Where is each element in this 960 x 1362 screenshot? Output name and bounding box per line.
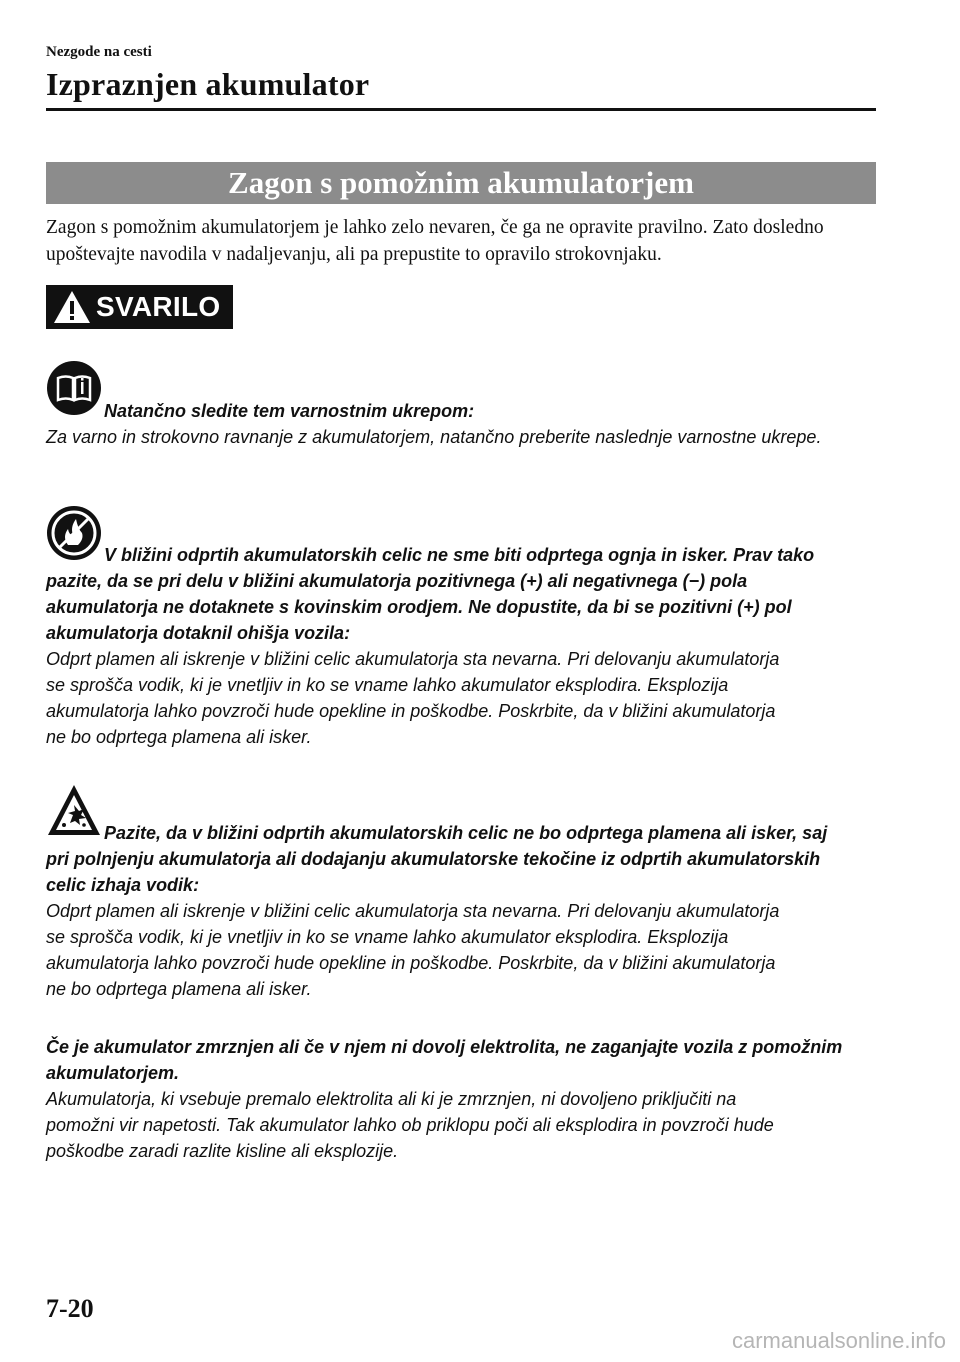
section-intro: Zagon s pomožnim akumulatorjem je lahko zelo nevaren, če ga ne opravite pravilno. Zato dosledno upoštevajte navodila v nadaljevanju, ali pa prepustite to opravilo strokovnjaku.: [46, 217, 824, 265]
item-body: Odprt plamen ali iskrenje v bližini celic akumulatorja sta nevarna. Pri delovanju akumulatorja se sprošča vodik, ki je vnetljiv in ko se vname lahko akumulator eksplodira. Eksplozija akumulatorja lahko povzroči hude opekline in poškodbe. Poskrbite, da v bližini akumulatorja ne bo odprtega plamena ali isker.: [46, 901, 780, 999]
item-heading: Natančno sledite tem varnostnim ukrepom:: [104, 401, 475, 421]
chapter-label: Nezgode na cesti: [46, 44, 152, 60]
warning-item-4: [46, 1034, 876, 1164]
warning-triangle-icon: [52, 289, 92, 325]
header-divider: [46, 108, 876, 111]
warning-label: SVARILO: [96, 291, 221, 322]
section-title: Zagon s pomožnim akumulatorjem: [46, 162, 876, 204]
watermark: carmanualsonline.info: [731, 1328, 946, 1353]
warning-item-2: [46, 542, 876, 750]
item-heading: Če je akumulator zmrznjen ali če v njem ni dovolj elektrolita, ne zaganjajte vozila z pomožnim akumulatorjem.: [46, 1037, 843, 1083]
item-body: Akumulatorja, ki vsebuje premalo elektrolita ali ki je zmrznjen, ni dovoljeno priključiti na pomožni vir napetosti. Tak akumulator lahko ob priklopu poči ali eksplodira in povzroči hude poškodbe zaradi razlite kisline ali eksplozije.: [46, 1089, 774, 1161]
warning-item-3: [46, 820, 876, 1002]
item-heading: Pazite, da v bližini odprtih akumulatorskih celic ne bo odprtega plamena ali isker, saj pri polnjenju akumulatorja ali dodajanju akumulatorske tekočine iz odprtih akumulatorskih celic izhaja vodik:: [46, 823, 828, 895]
warning-item-1: [46, 398, 876, 450]
item-body: Za varno in strokovno ravnanje z akumulatorjem, natančno preberite naslednje varnostne ukrepe.: [46, 427, 822, 447]
warning-badge: [46, 285, 233, 329]
page-number: 7-20: [46, 1294, 94, 1323]
item-body: Odprt plamen ali iskrenje v bližini celic akumulatorja sta nevarna. Pri delovanju akumulatorja se sprošča vodik, ki je vnetljiv in ko se vname lahko akumulator eksplodira. Eksplozija akumulatorja lahko povzroči hude opekline in poškodbe. Poskrbite, da v bližini akumulatorja ne bo odprtega plamena ali isker.: [46, 649, 780, 747]
item-heading: V bližini odprtih akumulatorskih celic ne sme biti odprtega ognja in isker. Prav tako pazite, da se pri delu v bližini akumulatorja pozitivnega (+) ali negativnega (−) pola akumulatorja ne dotaknete s kovinskim orodjem. Ne dopustite, da bi se pozitivni (+) pol akumulatorja dotaknil ohišja vozila:: [46, 545, 815, 643]
page-title: Izpraznjen akumulator: [46, 66, 370, 102]
